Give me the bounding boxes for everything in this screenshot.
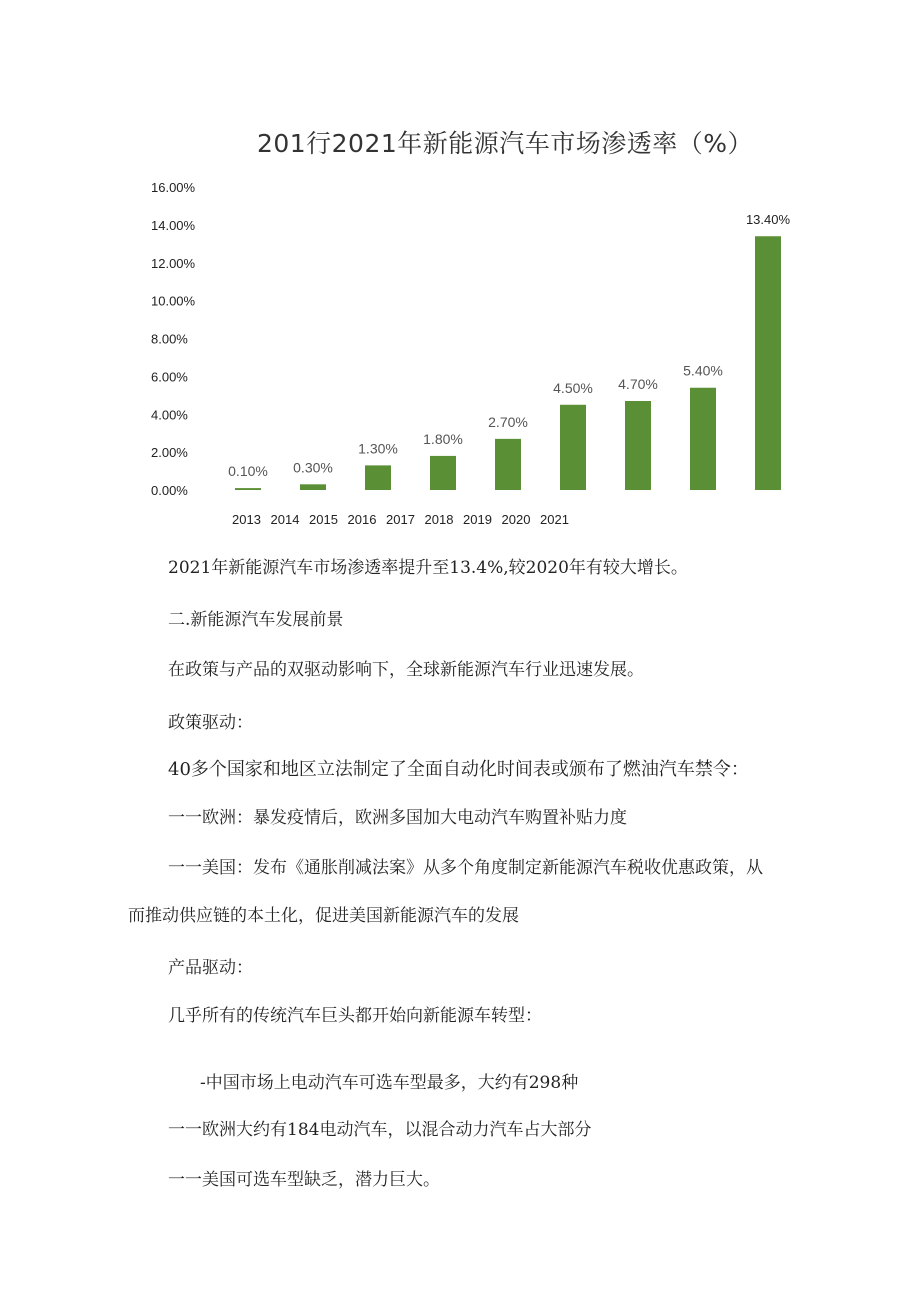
- paragraph-intro: 在政策与产品的双驱动影响下，全球新能源汽车行业迅速发展。: [168, 660, 644, 680]
- subheading-policy: 政策驱动：: [168, 713, 253, 733]
- paragraph-policy-overview: 40多个国家和地区立法制定了全面自动化时间表或颁布了燃油汽车禁令：: [168, 759, 749, 780]
- y-tick-label: 12.00%: [151, 255, 196, 271]
- penetration-bar-chart: [0, 170, 920, 540]
- bar-2020: [690, 388, 716, 490]
- section-heading-prospects: 二.新能源汽车发展前景: [168, 610, 344, 630]
- y-tick-label: 6.00%: [151, 369, 188, 385]
- paragraph-product-usa: 一一美国可选车型缺乏，潜力巨大。: [168, 1170, 440, 1190]
- y-tick-label: 10.00%: [151, 293, 196, 309]
- bar-2015: [365, 465, 391, 490]
- paragraph-policy-usa-cont: 而推动供应链的本土化，促进美国新能源汽车的发展: [128, 906, 519, 926]
- bar-2013: [235, 488, 261, 490]
- bar-2017: [495, 439, 521, 490]
- data-label-2014: 0.30%: [293, 459, 333, 476]
- y-tick-label: 2.00%: [151, 445, 188, 461]
- x-tick-label: 2021: [540, 512, 569, 527]
- paragraph-product-overview: 几乎所有的传统汽车巨头都开始向新能源车转型：: [168, 1006, 542, 1026]
- paragraph-policy-europe: 一一欧洲：暴发疫情后，欧洲多国加大电动汽车购置补贴力度: [168, 808, 627, 828]
- x-tick-label: 2014: [270, 512, 300, 527]
- x-tick-label: 2019: [463, 512, 492, 527]
- data-label-2019: 4.70%: [618, 375, 658, 392]
- data-label-2021: 13.40%: [745, 212, 791, 228]
- data-label-2017: 2.70%: [488, 413, 528, 430]
- paragraph-product-china: -中国市场上电动汽车可选车型最多，大约有298种: [200, 1073, 579, 1093]
- data-label-2013: 0.10%: [228, 463, 268, 480]
- data-label-2020: 5.40%: [683, 362, 723, 379]
- y-tick-label: 14.00%: [151, 217, 196, 233]
- y-tick-label: 8.00%: [151, 331, 188, 347]
- x-tick-label: 2016: [347, 512, 377, 527]
- x-tick-label: 2018: [424, 512, 454, 527]
- bar-2019: [625, 401, 651, 490]
- y-tick-label: 4.00%: [151, 407, 188, 423]
- y-tick-label: 16.00%: [151, 180, 196, 195]
- paragraph-product-europe: 一一欧洲大约有184电动汽车，以混合动力汽车占大部分: [168, 1120, 592, 1140]
- paragraph-summary: 2021年新能源汽车市场渗透率提升至13.4%,较2020年有较大增长。: [168, 558, 688, 578]
- x-tick-label: 2020: [501, 512, 531, 527]
- x-tick-label: 2017: [386, 512, 415, 527]
- data-label-2018: 4.50%: [553, 379, 593, 396]
- subheading-product: 产品驱动：: [168, 958, 253, 978]
- data-label-2015: 1.30%: [358, 440, 398, 457]
- y-tick-label: 0.00%: [151, 483, 188, 498]
- bar-2016: [430, 456, 456, 490]
- chart-title: 201行2021年新能源汽车市场渗透率（%）: [256, 129, 754, 158]
- bar-2021: [755, 236, 781, 490]
- bar-2018: [560, 405, 586, 490]
- x-tick-label: 2013: [232, 512, 261, 527]
- paragraph-policy-usa: 一一美国：发布《通胀削减法案》从多个角度制定新能源汽车税收优惠政策，从: [168, 858, 763, 878]
- bar-2014: [300, 484, 326, 490]
- x-tick-label: 2015: [309, 512, 338, 527]
- data-label-2016: 1.80%: [423, 430, 463, 447]
